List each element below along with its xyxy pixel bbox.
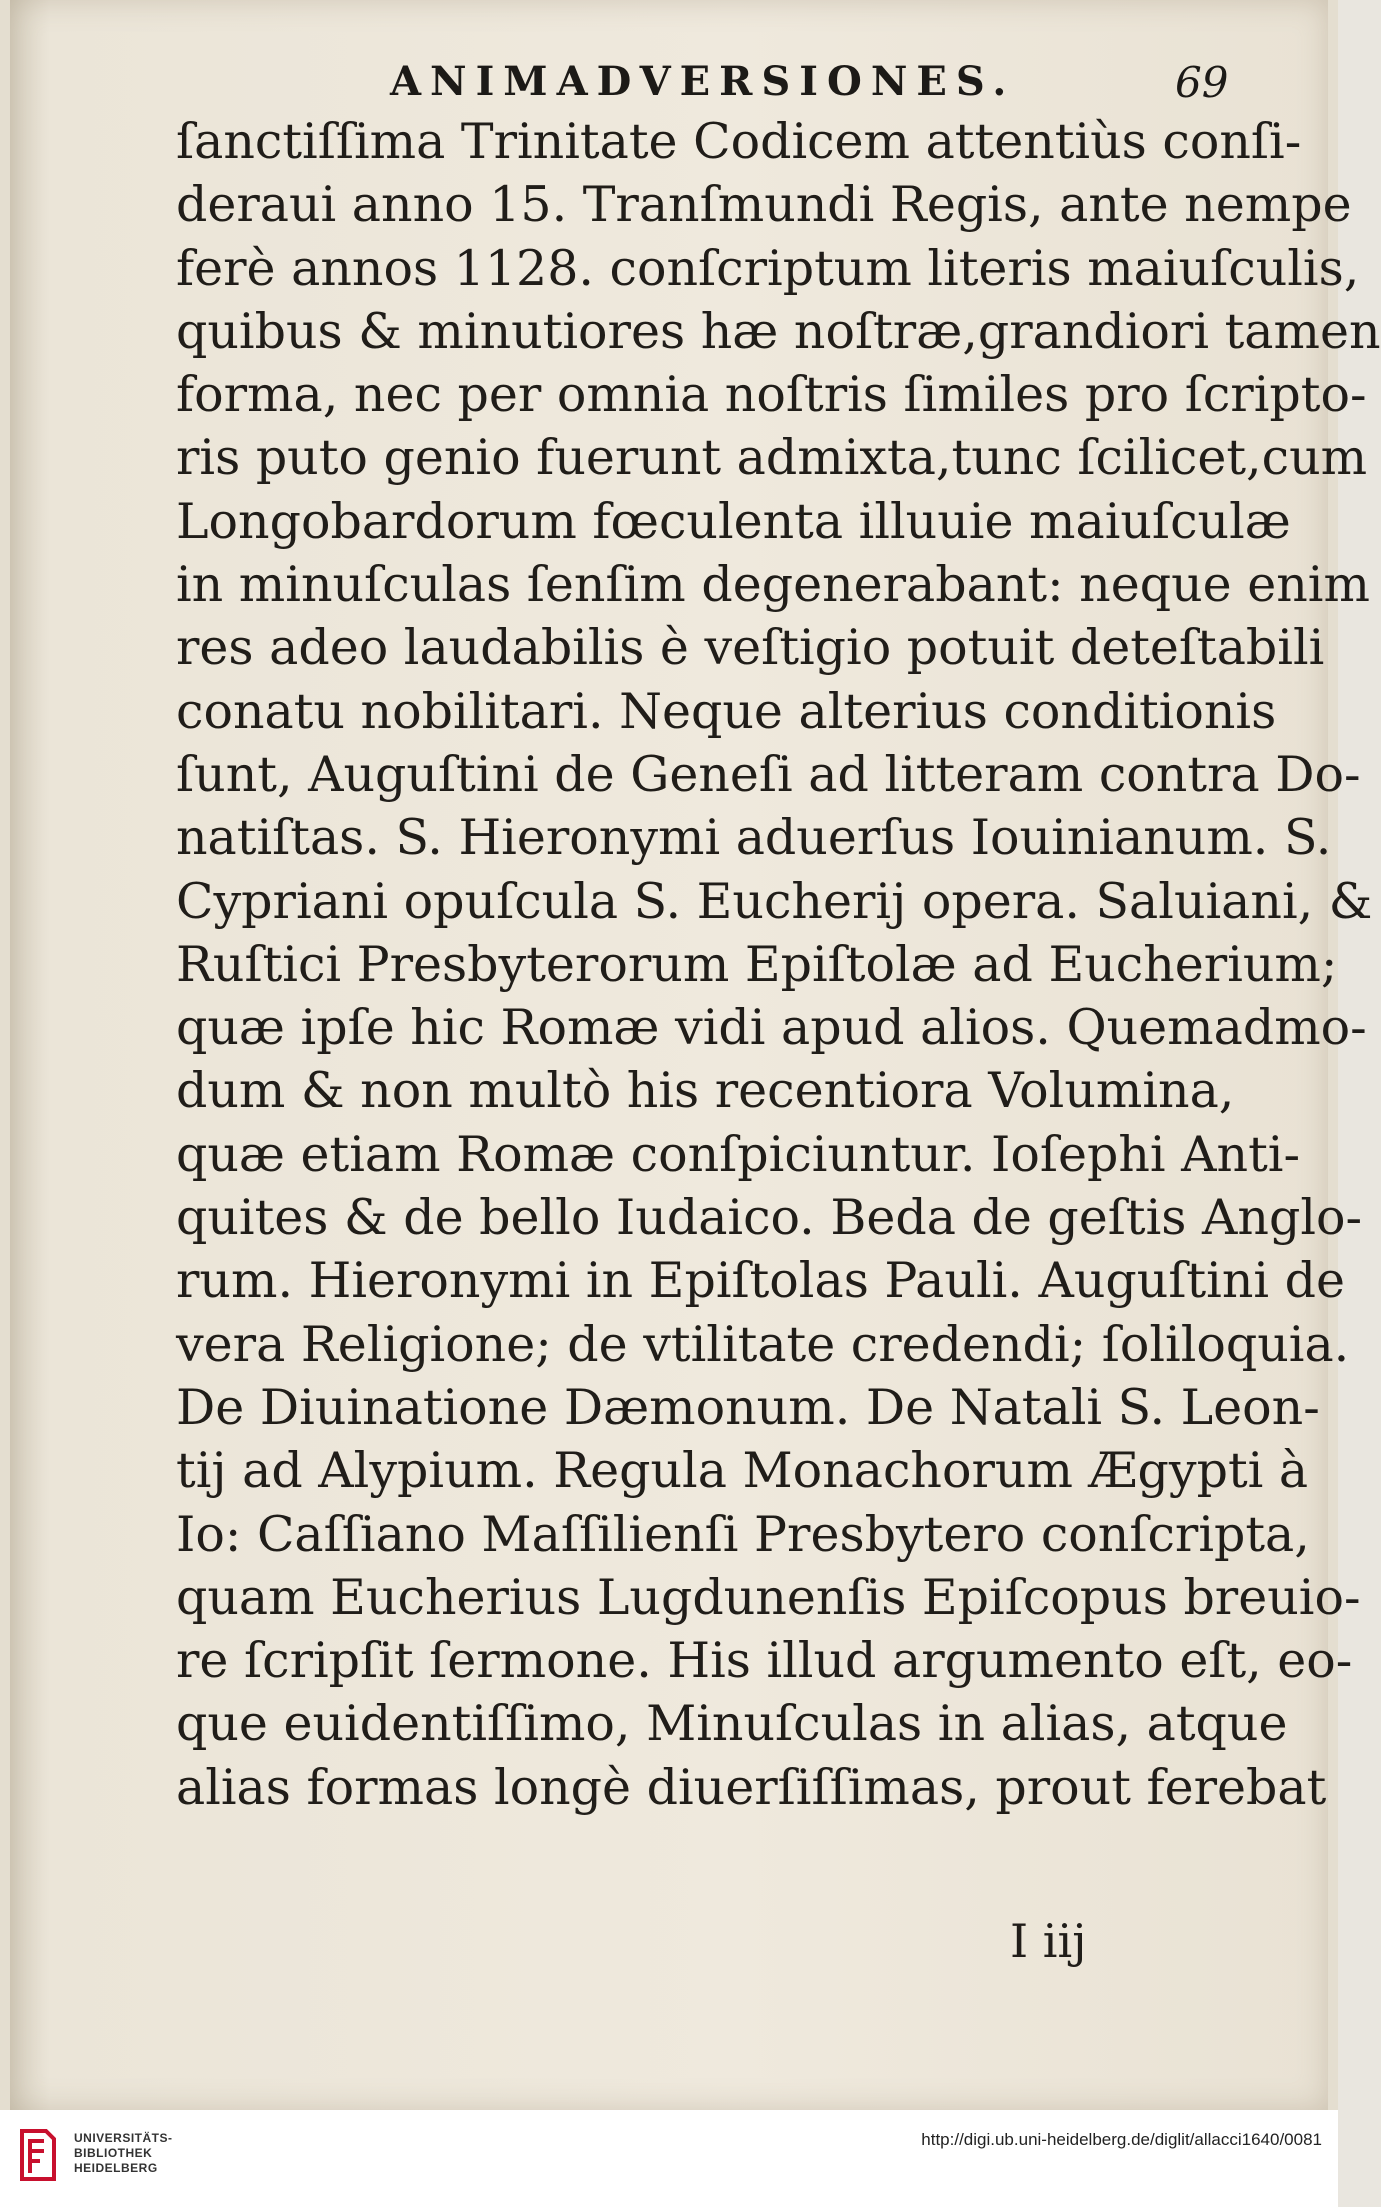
text-line: dum & non multò his recentiora Volumina, — [176, 1062, 1235, 1120]
text-line: quites & de bello Iudaico. Beda de geſtis Anglo- — [176, 1189, 1363, 1247]
text-line: Longobardorum fœculenta illuuie maiuſculæ — [176, 492, 1291, 550]
library-logo-icon — [16, 2127, 60, 2183]
text-line: quæ etiam Romæ conſpiciuntur. Ioſephi Anti- — [176, 1125, 1301, 1183]
text-line: ferè annos 1128. conſcriptum literis maiuſculis, — [176, 239, 1360, 297]
signature-mark: I iij — [1010, 1914, 1087, 1968]
text-line: De Diuinatione Dæmonum. De Natali S. Leon- — [176, 1378, 1320, 1436]
library-line: UNIVERSITÄTS- — [74, 2131, 173, 2145]
running-head: ANIMADVERSIONES. — [390, 58, 1016, 105]
text-line: res adeo laudabilis è veſtigio potuit deteſtabili — [176, 619, 1325, 677]
library-line: HEIDELBERG — [74, 2161, 158, 2175]
text-line: Cypriani opuſcula S. Eucherij opera. Saluiani, & — [176, 872, 1373, 930]
text-line: ris puto genio fuerunt admixta,tunc ſcilicet,cum — [176, 429, 1368, 487]
source-url[interactable]: http://digi.ub.uni-heidelberg.de/diglit/allacci1640/0081 — [921, 2130, 1322, 2149]
text-line: in minuſculas ſenſim degenerabant: neque enim — [176, 556, 1370, 614]
text-line: rum. Hieronymi in Epiſtolas Pauli. Auguſtini de — [176, 1252, 1345, 1310]
text-line: natiſtas. S. Hieronymi aduerſus Iouinianum. S. — [176, 809, 1332, 867]
page-number: 69 — [1175, 58, 1229, 107]
library-line: BIBLIOTHEK — [74, 2146, 153, 2160]
text-line: quibus & minutiores hæ noſtræ,grandiori tamen — [176, 302, 1381, 360]
text-line: ſunt, Auguſtini de Geneſi ad litteram contra Do- — [176, 745, 1361, 803]
text-line: que euidentiſſimo, Minuſculas in alias, atque — [176, 1695, 1288, 1753]
library-name — [74, 2131, 173, 2176]
text-line: conatu nobilitari. Neque alterius conditionis — [176, 682, 1277, 740]
text-line: tij ad Alypium. Regula Monachorum Ægypti à — [176, 1442, 1309, 1500]
text-line: Io: Caſſiano Maſſilienſi Presbytero conſcripta, — [176, 1505, 1310, 1563]
text-line: vera Religione; de vtilitate credendi; ſoliloquia. — [176, 1315, 1350, 1373]
text-line: quæ ipſe hic Romæ vidi apud alios. Quemadmo- — [176, 999, 1367, 1057]
text-line: quam Eucherius Lugdunenſis Epiſcopus breuio- — [176, 1568, 1361, 1626]
text-line: forma, nec per omnia noſtris ſimiles pro ſcripto- — [176, 366, 1367, 424]
text-line: re ſcripſit ſermone. His illud argumento eſt, eo- — [176, 1632, 1353, 1690]
text-line: deraui anno 15. Tranſmundi Regis, ante nempe — [176, 176, 1352, 234]
text-line: alias formas longè diuerſiſſimas, prout ferebat — [176, 1758, 1327, 1816]
body-text — [176, 110, 1381, 1819]
footer-bar — [0, 2110, 1338, 2207]
text-line: ſanctiſſima Trinitate Codicem attentiùs conſi- — [176, 113, 1302, 170]
text-line: Ruſtici Presbyterorum Epiſtolæ ad Eucherium; — [176, 935, 1338, 993]
